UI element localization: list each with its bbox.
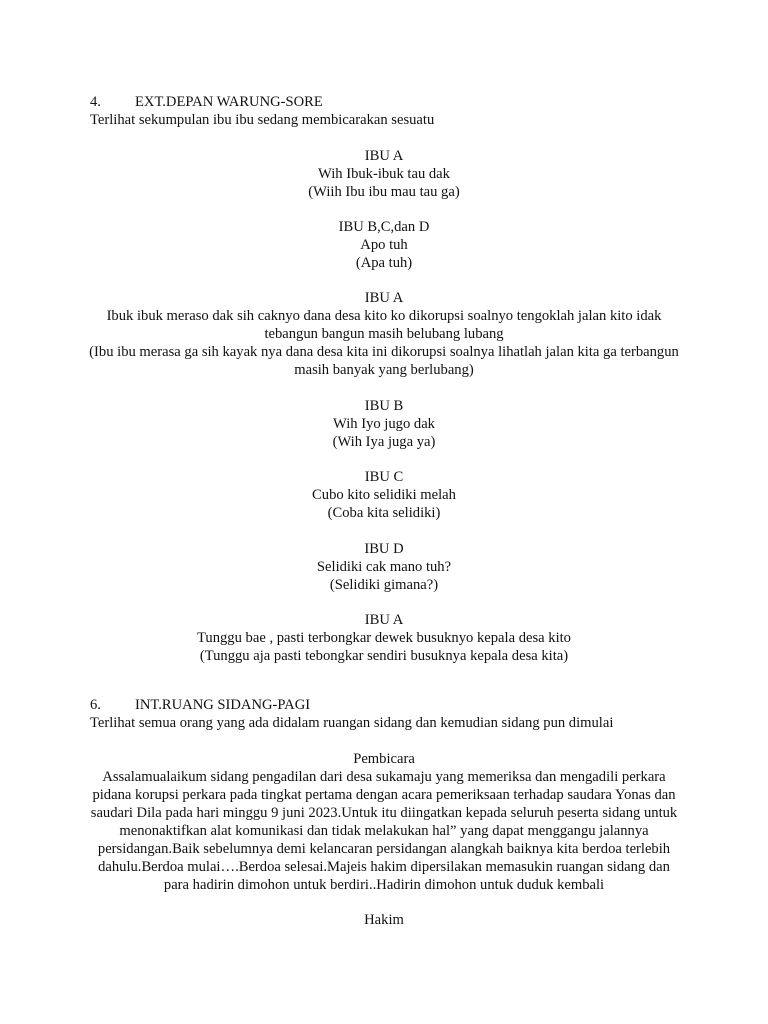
dialogue-line: Wih Ibuk-ibuk tau dak bbox=[318, 166, 450, 182]
character-name: IBU D bbox=[364, 541, 404, 557]
scene-action: Terlihat semua orang yang ada didalam ruangan sidang dan kemudian sidang pun dimulai bbox=[90, 715, 614, 731]
dialogue-translation: (Apa tuh) bbox=[355, 255, 413, 271]
dialogue-block bbox=[84, 611, 684, 665]
dialogue-line: Tunggu bae , pasti terbongkar dewek busuknyo kepala desa kito bbox=[197, 630, 571, 646]
dialogue-block bbox=[84, 147, 684, 201]
dialogue-block bbox=[88, 750, 680, 894]
dialogue-block bbox=[84, 397, 684, 451]
dialogue-translation: (Wiih Ibu ibu mau tau ga) bbox=[308, 184, 460, 200]
scene-number: 6. bbox=[90, 697, 101, 713]
scene-action: Terlihat sekumpulan ibu ibu sedang membicarakan sesuatu bbox=[90, 112, 435, 128]
dialogue-translation: (Wih Iya juga ya) bbox=[332, 434, 436, 450]
character-name: IBU B bbox=[364, 398, 404, 414]
dialogue-translation: (Tunggu aja pasti tebongkar sendiri busuknya kepala desa kita) bbox=[199, 648, 569, 664]
dialogue-block bbox=[84, 218, 684, 272]
character-name: IBU A bbox=[364, 612, 404, 628]
dialogue-translation: (Selidiki gimana?) bbox=[329, 577, 439, 593]
dialogue-block bbox=[84, 911, 684, 929]
scene-title: INT.RUANG SIDANG-PAGI bbox=[135, 697, 311, 713]
dialogue-line: Assalamualaikum sidang pengadilan dari desa sukamaju yang memeriksa dan mengadili perkara pidana korupsi perkara pada tingkat pertama dengan acara pemeriksaan terhadap saudara Yonas dan saudari Dila pada hari minggu 9 juni 2023.Untuk itu diingatkan kepada seluruh peserta sidang untuk menonaktifkan alat komunikasi dan tidak melakukan hal” yang dapat menggangu jalannya persidangan.Baik sebelumnya demi kelancaran persidangan alangkah baiknya kita berdoa terlebih dahulu.Berdoa mulai….Berdoa selesai.Majeis hakim dipersilakan memasukin ruangan sidang dan para hadirin dimohon untuk berdiri..Hadirin dimohon untuk duduk kembali bbox=[90, 769, 678, 893]
character-name: IBU C bbox=[364, 469, 404, 485]
dialogue-line: Ibuk ibuk meraso dak sih caknyo dana desa kito ko dikorupsi soalnyo tengoklah jalan kito idak tebangun bangun masih belubang lubang bbox=[106, 308, 662, 342]
dialogue-block bbox=[84, 468, 684, 522]
character-name: Pembicara bbox=[353, 751, 415, 767]
scene-heading bbox=[90, 93, 323, 111]
dialogue-block bbox=[84, 540, 684, 594]
character-name: IBU B,C,dan D bbox=[338, 219, 430, 235]
scene-title: EXT.DEPAN WARUNG-SORE bbox=[135, 94, 323, 110]
dialogue-block bbox=[84, 289, 684, 379]
dialogue-line: Cubo kito selidiki melah bbox=[312, 487, 456, 503]
character-name: IBU A bbox=[364, 290, 404, 306]
character-name: IBU A bbox=[364, 148, 404, 164]
dialogue-line: Wih Iyo jugo dak bbox=[333, 416, 435, 432]
dialogue-line: Apo tuh bbox=[360, 237, 408, 253]
character-name: Hakim bbox=[364, 912, 404, 928]
scene-heading bbox=[90, 696, 310, 714]
dialogue-translation: (Coba kita selidiki) bbox=[327, 505, 441, 521]
scene-number: 4. bbox=[90, 94, 101, 110]
dialogue-translation: (Ibu ibu merasa ga sih kayak nya dana desa kita ini dikorupsi soalnya lihatlah jalan kita ga terbangun masih banyak yang berlubang) bbox=[89, 344, 679, 378]
dialogue-line: Selidiki cak mano tuh? bbox=[316, 559, 452, 575]
